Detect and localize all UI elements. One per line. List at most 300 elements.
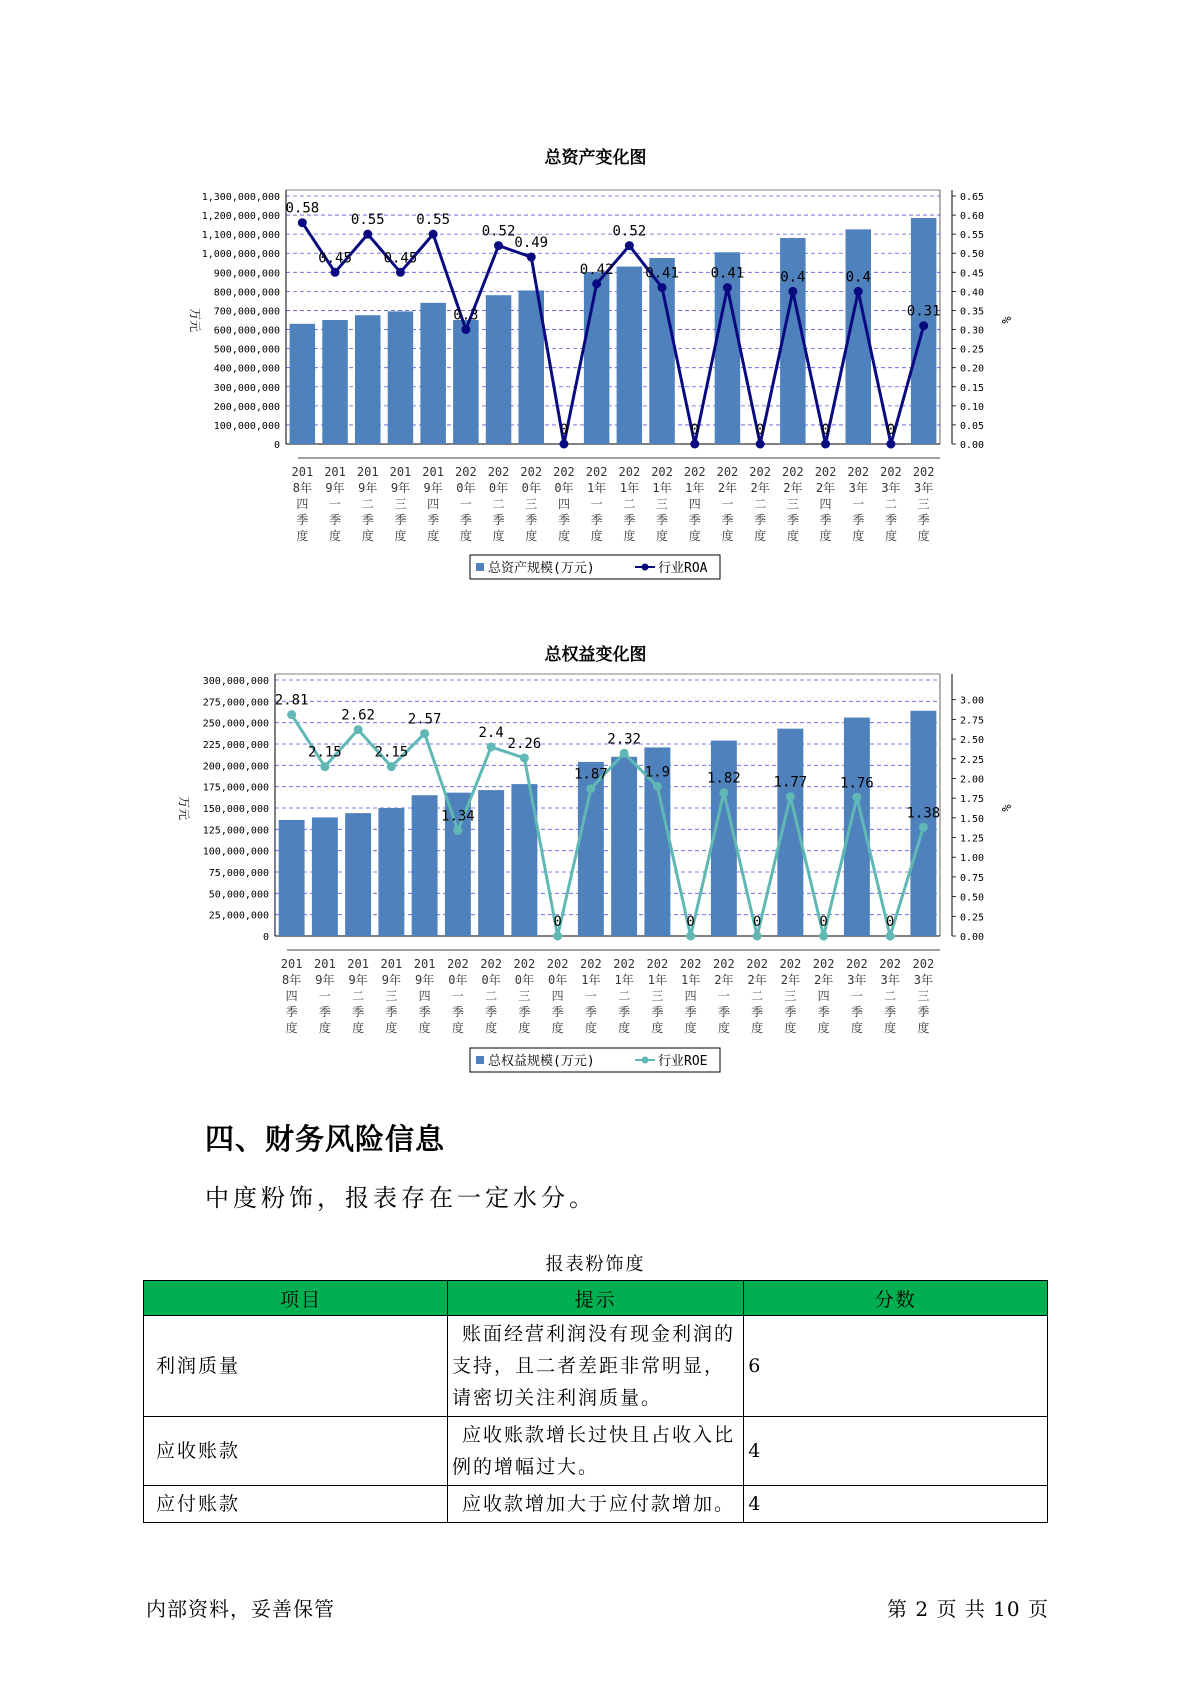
x-tick-label: 度 <box>623 529 636 543</box>
data-label: 0.41 <box>710 265 745 282</box>
x-tick-label: 9年 <box>315 973 335 987</box>
x-tick-label: 202 <box>846 957 868 971</box>
x-tick-label: 二 <box>884 989 897 1003</box>
y-tick-label: 275,000,000 <box>202 697 269 709</box>
y2-tick-label: 0.05 <box>960 420 985 432</box>
risk-table <box>143 1280 1048 1523</box>
x-tick-label: 度 <box>786 529 799 543</box>
x-tick-label: 度 <box>817 1021 830 1035</box>
x-tick-label: 3年 <box>847 973 867 987</box>
series-point <box>527 253 536 262</box>
data-label: 0.49 <box>514 235 549 252</box>
x-tick-label: 202 <box>912 465 935 479</box>
x-tick-label: 3年 <box>848 481 868 495</box>
x-tick-label: 度 <box>618 1021 631 1035</box>
x-tick-label: 三 <box>385 989 398 1003</box>
data-label: 2.81 <box>274 692 309 709</box>
x-tick-label: 202 <box>447 957 469 971</box>
x-tick-label: 0年 <box>514 973 534 987</box>
series-point <box>852 793 861 802</box>
data-label: 0.45 <box>318 250 352 267</box>
y2-tick-label: 0.25 <box>960 912 985 924</box>
bar <box>412 795 438 936</box>
bar <box>453 320 479 444</box>
x-tick-label: 度 <box>352 1021 365 1035</box>
x-tick-label: 202 <box>716 465 739 479</box>
series-point <box>592 279 601 288</box>
x-tick-label: 0年 <box>481 973 501 987</box>
y-tick-label: 200,000,000 <box>213 401 280 413</box>
x-tick-label: 201 <box>314 957 336 971</box>
x-tick-label: 202 <box>679 957 702 971</box>
x-tick-label: 季 <box>817 1005 830 1019</box>
series-point <box>559 440 568 449</box>
series-point <box>854 287 863 296</box>
y-tick-label: 900,000,000 <box>213 268 280 280</box>
x-tick-label: 2年 <box>747 973 767 987</box>
table-cell-hint: 应收款增加大于应付款增加。 <box>447 1486 743 1523</box>
section-text: 中度粉饰，报表存在一定水分。 <box>205 1184 597 1212</box>
x-tick-label: 度 <box>459 529 472 543</box>
y2-tick-label: 0.00 <box>960 932 985 943</box>
y2-tick-label: 0.50 <box>960 892 985 904</box>
x-tick-label: 二 <box>618 989 631 1003</box>
x-tick-label: 201 <box>347 957 369 971</box>
series-point <box>625 241 634 250</box>
data-label: 0.4 <box>780 269 806 286</box>
x-tick-label: 度 <box>751 1021 764 1035</box>
series-point <box>756 440 765 449</box>
data-label: 0.55 <box>350 212 385 229</box>
y-tick-label: 100,000,000 <box>202 846 269 858</box>
table-cell-score: 6 <box>744 1316 1048 1417</box>
x-tick-label: 9年 <box>348 973 368 987</box>
y-tick-label: 400,000,000 <box>213 363 280 375</box>
x-tick-label: 1年 <box>652 481 672 495</box>
series-point <box>886 932 895 941</box>
x-tick-label: 201 <box>380 957 403 971</box>
table-row <box>144 1316 1048 1417</box>
x-tick-label: 202 <box>683 465 706 479</box>
x-tick-label: 四 <box>285 989 298 1003</box>
x-tick-label: 四 <box>551 989 564 1003</box>
series-point <box>788 287 797 296</box>
x-tick-label: 度 <box>518 1021 531 1035</box>
x-tick-label: 202 <box>880 465 902 479</box>
x-tick-label: 202 <box>618 465 641 479</box>
series-point <box>620 749 629 758</box>
data-label: 0 <box>885 914 895 930</box>
data-label: 2.62 <box>341 707 375 724</box>
y-tick-label: 125,000,000 <box>202 825 269 837</box>
legend-line-label: 行业ROE <box>658 1054 708 1069</box>
x-tick-label: 季 <box>352 1005 365 1019</box>
y2-tick-label: 0.00 <box>960 440 985 451</box>
series-point <box>387 762 396 771</box>
series-point <box>786 792 795 801</box>
page-number: 第 2 页 共 10 页 <box>887 1597 1049 1621</box>
series-point <box>494 241 503 250</box>
bar <box>312 817 338 936</box>
bar <box>611 757 637 936</box>
y2-tick-label: 0.50 <box>960 249 985 261</box>
x-tick-label: 季 <box>361 513 374 527</box>
x-tick-label: 一 <box>850 989 863 1003</box>
y2-tick-label: 0.60 <box>960 211 985 223</box>
x-tick-label: 度 <box>688 529 701 543</box>
x-tick-label: 1年 <box>581 973 601 987</box>
x-tick-label: 三 <box>518 989 531 1003</box>
x-tick-label: 季 <box>518 1005 531 1019</box>
x-tick-label: 0年 <box>548 973 568 987</box>
x-tick-label: 202 <box>487 465 510 479</box>
x-tick-label: 度 <box>917 1021 930 1035</box>
y2-tick-label: 1.00 <box>960 853 985 865</box>
bar <box>420 303 446 444</box>
x-tick-label: 季 <box>623 513 636 527</box>
x-tick-label: 二 <box>485 989 498 1003</box>
x-tick-label: 一 <box>721 497 734 511</box>
x-tick-label: 8年 <box>292 481 312 495</box>
x-tick-label: 3年 <box>881 481 901 495</box>
x-tick-label: 季 <box>917 513 930 527</box>
y2-tick-label: 0.35 <box>960 306 985 318</box>
data-label: 0.41 <box>645 265 679 282</box>
x-tick-label: 季 <box>721 513 734 527</box>
bar <box>486 295 512 444</box>
column-header: 项目 <box>144 1281 448 1316</box>
y2-tick-label: 1.75 <box>960 794 985 806</box>
x-tick-label: 二 <box>352 989 365 1003</box>
y2-tick-label: 0.65 <box>960 192 985 203</box>
x-tick-label: 202 <box>713 957 735 971</box>
x-tick-label: 季 <box>850 1005 863 1019</box>
series-point <box>819 932 828 941</box>
y-tick-label: 700,000,000 <box>213 306 280 318</box>
bar <box>355 315 381 444</box>
data-label: 2.4 <box>478 724 504 741</box>
x-tick-label: 季 <box>917 1005 930 1019</box>
x-tick-label: 202 <box>779 957 802 971</box>
data-label: 0.52 <box>612 223 647 240</box>
table-cell-score: 4 <box>744 1486 1048 1523</box>
bar <box>322 320 348 444</box>
table-cell-score: 4 <box>744 1417 1048 1486</box>
data-label: 2.57 <box>407 711 442 728</box>
x-tick-label: 季 <box>884 513 897 527</box>
x-tick-label: 季 <box>684 1005 697 1019</box>
total-assets-chart-svg <box>0 0 1191 600</box>
column-header: 分数 <box>744 1281 1048 1316</box>
series-point <box>919 823 928 832</box>
data-label: 0 <box>821 422 830 438</box>
section-heading: 四、财务风险信息 <box>205 1122 446 1156</box>
x-tick-label: 季 <box>751 1005 764 1019</box>
x-tick-label: 度 <box>285 1021 298 1035</box>
x-tick-label: 季 <box>318 1005 331 1019</box>
x-tick-label: 度 <box>721 529 734 543</box>
y2-tick-label: 0.15 <box>960 382 985 394</box>
x-tick-label: 四 <box>688 497 701 511</box>
x-tick-label: 1年 <box>685 481 705 495</box>
data-label: 1.9 <box>644 764 671 781</box>
data-label: 0 <box>752 914 762 930</box>
x-tick-label: 三 <box>917 497 930 511</box>
x-tick-label: 季 <box>717 1005 730 1019</box>
y2-tick-label: 0.30 <box>960 325 985 337</box>
footer-note: 内部资料，妥善保管 <box>146 1597 335 1621</box>
x-tick-label: 度 <box>427 529 440 543</box>
data-label: 0 <box>690 422 699 438</box>
bar <box>345 813 371 936</box>
x-tick-label: 202 <box>651 465 673 479</box>
x-tick-label: 三 <box>394 497 407 511</box>
x-tick-label: 1年 <box>614 973 634 987</box>
y-tick-label: 0 <box>262 932 269 943</box>
x-tick-label: 202 <box>879 957 901 971</box>
series-point <box>520 753 529 762</box>
x-tick-label: 2年 <box>717 481 738 495</box>
y2-tick-label: 1.50 <box>960 813 985 825</box>
x-tick-label: 202 <box>613 957 635 971</box>
series-point <box>553 932 562 941</box>
series-point <box>363 230 372 239</box>
y-axis-label: 万元 <box>188 307 202 333</box>
y-tick-label: 50,000,000 <box>208 889 269 901</box>
x-tick-label: 度 <box>557 529 570 543</box>
series-point <box>287 710 296 719</box>
y-tick-label: 150,000,000 <box>202 804 269 815</box>
x-tick-label: 0年 <box>521 481 541 495</box>
series-point <box>919 321 928 330</box>
x-tick-label: 度 <box>361 529 374 543</box>
series-point <box>686 932 695 941</box>
x-tick-label: 一 <box>318 989 331 1003</box>
legend-line-marker <box>642 1057 649 1064</box>
y-tick-label: 100,000,000 <box>213 420 280 432</box>
x-tick-label: 季 <box>656 513 669 527</box>
chart-title: 总权益变化图 <box>544 645 647 665</box>
x-tick-label: 202 <box>812 957 835 971</box>
x-tick-label: 季 <box>557 513 570 527</box>
y-tick-label: 25,000,000 <box>208 910 269 922</box>
data-label: 1.87 <box>574 766 608 783</box>
x-tick-label: 三 <box>784 989 797 1003</box>
x-tick-label: 度 <box>451 1021 464 1035</box>
x-tick-label: 202 <box>480 957 502 971</box>
y-tick-label: 800,000,000 <box>213 287 280 299</box>
x-tick-label: 9年 <box>358 481 378 495</box>
table-header-row <box>144 1281 1048 1316</box>
bar <box>844 718 870 936</box>
x-tick-label: 1年 <box>587 481 607 495</box>
x-tick-label: 二 <box>492 497 505 511</box>
y-tick-label: 500,000,000 <box>213 344 280 356</box>
legend-bar-label: 总权益规模(万元) <box>488 1054 595 1069</box>
x-tick-label: 季 <box>296 513 309 527</box>
y-tick-label: 0 <box>273 440 280 451</box>
y2-tick-label: 2.75 <box>960 715 985 727</box>
x-tick-label: 季 <box>329 513 342 527</box>
x-tick-label: 一 <box>852 497 865 511</box>
x-tick-label: 季 <box>754 513 767 527</box>
series-point <box>487 742 496 751</box>
y-tick-label: 1,000,000,000 <box>201 249 280 261</box>
y-tick-label: 250,000,000 <box>202 718 269 730</box>
x-tick-label: 202 <box>546 957 569 971</box>
data-label: 1.76 <box>840 775 874 792</box>
x-tick-label: 202 <box>585 465 608 479</box>
series-point <box>320 762 329 771</box>
y2-axis-label: % <box>999 316 1013 324</box>
x-tick-label: 202 <box>455 465 477 479</box>
x-tick-label: 一 <box>590 497 603 511</box>
legend-line-marker <box>642 564 649 571</box>
x-tick-label: 1年 <box>681 973 701 987</box>
x-tick-label: 3年 <box>880 973 900 987</box>
x-tick-label: 度 <box>551 1021 564 1035</box>
y-tick-label: 200,000,000 <box>202 761 269 773</box>
x-tick-label: 8年 <box>282 973 302 987</box>
x-tick-label: 度 <box>754 529 767 543</box>
x-tick-label: 度 <box>884 1021 897 1035</box>
x-tick-label: 一 <box>451 989 464 1003</box>
x-tick-label: 9年 <box>390 481 411 495</box>
legend-bar-swatch <box>476 563 484 571</box>
x-tick-label: 201 <box>291 465 314 479</box>
x-tick-label: 四 <box>557 497 570 511</box>
x-tick-label: 度 <box>784 1021 797 1035</box>
x-tick-label: 季 <box>525 513 538 527</box>
series-point <box>821 440 830 449</box>
data-label: 0.45 <box>383 250 418 267</box>
series-point <box>719 788 728 797</box>
x-tick-label: 季 <box>618 1005 631 1019</box>
series-point <box>753 932 762 941</box>
x-tick-label: 一 <box>329 497 342 511</box>
legend-bar-label: 总资产规模(万元) <box>488 561 595 576</box>
data-label: 0.3 <box>453 307 479 324</box>
x-tick-label: 2年 <box>783 481 803 495</box>
data-label: 1.77 <box>773 774 808 791</box>
x-tick-label: 二 <box>751 989 764 1003</box>
x-tick-label: 202 <box>782 465 804 479</box>
x-tick-label: 季 <box>492 513 505 527</box>
series-point <box>690 440 699 449</box>
x-tick-label: 四 <box>296 497 309 511</box>
x-tick-label: 二 <box>361 497 374 511</box>
x-tick-label: 二 <box>884 497 897 511</box>
y2-tick-label: 0.40 <box>960 287 985 299</box>
x-tick-label: 度 <box>651 1021 664 1035</box>
x-tick-label: 201 <box>324 465 346 479</box>
y2-tick-label: 2.25 <box>960 754 985 766</box>
x-tick-label: 201 <box>389 465 412 479</box>
x-tick-label: 2年 <box>780 973 800 987</box>
x-tick-label: 2年 <box>750 481 770 495</box>
y-tick-label: 300,000,000 <box>213 382 280 394</box>
data-label: 2.15 <box>308 744 342 761</box>
x-tick-label: 0年 <box>554 481 574 495</box>
x-tick-label: 度 <box>296 529 309 543</box>
series-point <box>658 283 667 292</box>
y-tick-label: 225,000,000 <box>202 740 269 751</box>
x-tick-label: 201 <box>356 465 379 479</box>
data-label: 1.82 <box>707 770 741 787</box>
x-tick-label: 201 <box>422 465 444 479</box>
x-tick-label: 四 <box>418 989 431 1003</box>
bar <box>584 272 610 444</box>
x-tick-label: 202 <box>580 957 602 971</box>
x-tick-label: 季 <box>385 1005 398 1019</box>
x-tick-label: 度 <box>385 1021 398 1035</box>
x-tick-label: 季 <box>459 513 472 527</box>
x-tick-label: 度 <box>418 1021 431 1035</box>
y2-tick-label: 0.20 <box>960 363 985 375</box>
table-row <box>144 1417 1048 1486</box>
data-label: 2.26 <box>507 735 542 752</box>
x-tick-label: 201 <box>413 957 436 971</box>
series-point <box>586 784 595 793</box>
x-tick-label: 二 <box>754 497 767 511</box>
x-tick-label: 2年 <box>714 973 734 987</box>
y2-axis-label: % <box>999 804 1013 812</box>
y2-tick-label: 2.00 <box>960 774 985 786</box>
x-tick-label: 四 <box>427 497 440 511</box>
x-tick-label: 二 <box>623 497 636 511</box>
data-label: 0.4 <box>845 269 871 286</box>
y-tick-label: 300,000,000 <box>202 676 269 687</box>
x-tick-label: 2年 <box>815 481 836 495</box>
x-tick-label: 度 <box>584 1021 597 1035</box>
x-tick-label: 季 <box>884 1005 897 1019</box>
x-tick-label: 三 <box>525 497 538 511</box>
x-tick-label: 9年 <box>415 973 435 987</box>
x-tick-label: 度 <box>485 1021 498 1035</box>
x-tick-label: 三 <box>651 989 664 1003</box>
data-label: 0.42 <box>579 261 614 278</box>
legend-line-label: 行业ROA <box>658 561 708 576</box>
table-cell-item: 应收账款 <box>144 1417 448 1486</box>
y-tick-label: 1,300,000,000 <box>201 192 280 203</box>
data-label: 0 <box>886 422 896 438</box>
x-tick-label: 202 <box>513 957 536 971</box>
data-label: 2.15 <box>374 744 409 761</box>
x-tick-label: 季 <box>394 513 407 527</box>
x-tick-label: 季 <box>852 513 865 527</box>
x-tick-label: 四 <box>819 497 832 511</box>
x-tick-label: 度 <box>525 529 538 543</box>
y2-tick-label: 3.00 <box>960 695 985 707</box>
x-tick-label: 一 <box>584 989 597 1003</box>
x-tick-label: 季 <box>688 513 701 527</box>
x-tick-label: 0年 <box>488 481 509 495</box>
data-label: 0 <box>686 914 695 930</box>
y2-tick-label: 0.25 <box>960 344 985 356</box>
x-tick-label: 9年 <box>423 481 443 495</box>
series-point <box>453 826 462 835</box>
y2-tick-label: 0.55 <box>960 230 985 242</box>
bar <box>290 324 316 444</box>
bar <box>279 820 305 936</box>
series-point <box>461 325 470 334</box>
x-tick-label: 202 <box>646 957 669 971</box>
y2-tick-label: 2.50 <box>960 735 985 747</box>
table-cell-item: 利润质量 <box>144 1316 448 1417</box>
x-tick-label: 一 <box>717 989 730 1003</box>
series-point <box>429 230 438 239</box>
y-axis-label: 万元 <box>177 795 191 821</box>
